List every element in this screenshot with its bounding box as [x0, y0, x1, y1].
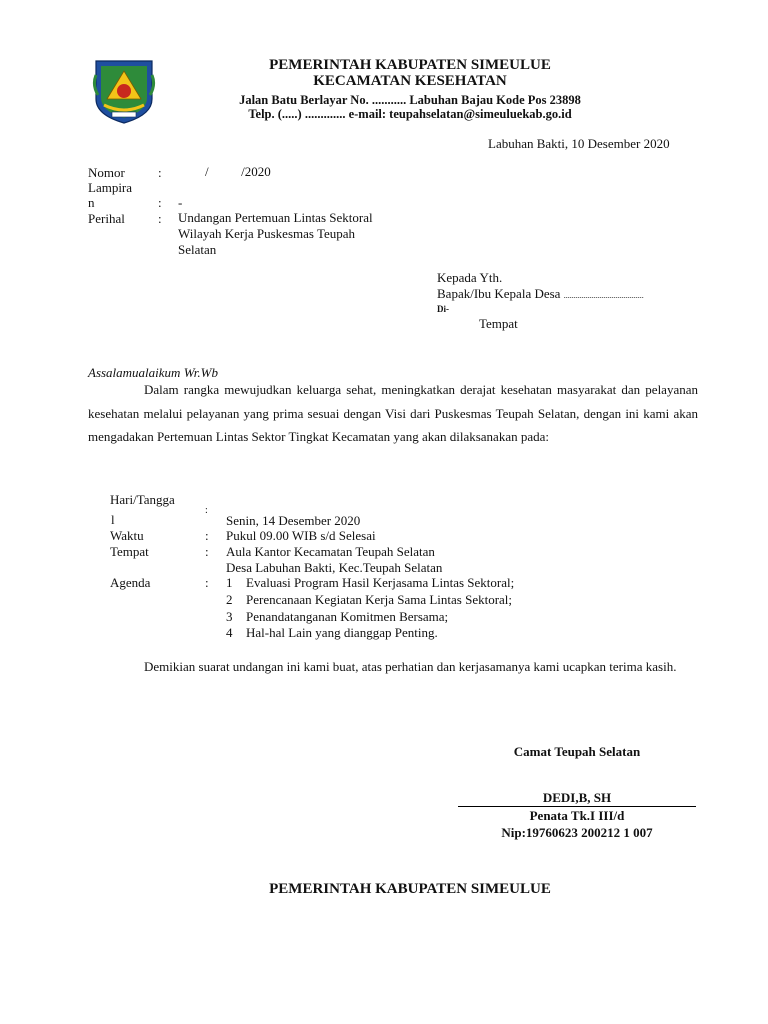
recipient-line3: Di-	[437, 304, 449, 314]
agenda-item: Penandatanganan Komitmen Bersama;	[246, 609, 449, 624]
nomor-label: Nomor	[88, 165, 125, 180]
waktu-colon: :	[205, 528, 209, 543]
hari-colon: :	[205, 505, 208, 516]
agenda-number: 1	[226, 575, 233, 590]
agenda-item: Perencanaan Kegiatan Kerja Sama Lintas Sektoral;	[246, 592, 513, 607]
lampiran-label-2: n	[88, 195, 95, 210]
closing-paragraph: Demikian suarat undangan ini kami buat, atas perhatian dan kerjasamanya kami ucapkan terima kasih.	[144, 659, 677, 674]
hari-value: Senin, 14 Desember 2020	[226, 513, 361, 528]
signature-underline	[458, 806, 696, 807]
perihal-line3: Selatan	[178, 242, 217, 257]
waktu-label: Waktu	[110, 528, 144, 543]
place-date: Labuhan Bakti, 10 Desember 2020	[488, 136, 670, 151]
recipient-line1: Kepada Yth.	[437, 270, 503, 285]
letterhead-line1: PEMERINTAH KABUPATEN SIMEULUE	[269, 57, 551, 73]
recipient-line2	[437, 286, 644, 302]
signatory-name: DEDI,B, SH	[542, 790, 612, 805]
nomor-value: / /2020	[205, 164, 271, 179]
perihal-line2: Wilayah Kerja Puskesmas Teupah	[178, 226, 356, 241]
waktu-value: Pukul 09.00 WIB s/d Selesai	[226, 528, 376, 543]
agenda-number: 4	[226, 625, 233, 640]
letterhead-line2: KECAMATAN KESEHATAN	[313, 73, 507, 89]
agenda-colon: :	[205, 575, 209, 590]
letterhead-contact: Telp. (.....) ............. e-mail: teupahselatan@simeuluekab.go.id	[248, 107, 572, 121]
letterhead-address: Jalan Batu Berlayar No. ........... Labuhan Bajau Kode Pos 23898	[239, 93, 581, 107]
agenda-item: Evaluasi Program Hasil Kerjasama Lintas Sektoral;	[246, 575, 515, 590]
perihal-colon: :	[158, 211, 162, 226]
recipient-line4: Tempat	[479, 316, 518, 331]
regency-emblem-logo	[92, 55, 156, 125]
perihal-label: Perihal	[88, 211, 125, 226]
body-paragraph: Dalam rangka mewujudkan keluarga sehat, meningkatkan derajat kesehatan masyarakat dan pelayanan kesehatan melalui pelayanan yang prima sesuai dengan Visi dari Puskesmas Teupah Selatan, dengan ini kami akan mengadakan Pertemuan Lintas Sektor Tingkat Kecamatan yang akan dilaksanakan pada:	[88, 382, 698, 444]
recipient-title: Bapak/Ibu Kepala Desa	[437, 286, 561, 301]
tempat-colon: :	[205, 544, 209, 559]
recipient-dots: ........................................	[563, 291, 644, 300]
tempat-value-2: Desa Labuhan Bakti, Kec.Teupah Selatan	[226, 560, 443, 575]
hari-label-1: Hari/Tangga	[110, 492, 175, 507]
lampiran-value: -	[178, 195, 183, 210]
agenda-number: 2	[226, 592, 233, 607]
signatory-title: Camat Teupah Selatan	[513, 744, 641, 759]
hari-label-2: l	[111, 512, 115, 527]
agenda-label: Agenda	[110, 575, 151, 590]
tempat-label: Tempat	[110, 544, 149, 559]
greeting: Assalamualaikum Wr.Wb	[88, 365, 218, 380]
signatory-nip: Nip:19760623 200212 1 007	[501, 825, 653, 840]
agenda-item: Hal-hal Lain yang dianggap Penting.	[246, 625, 438, 640]
lampiran-colon: :	[158, 195, 162, 210]
nomor-colon: :	[158, 165, 162, 180]
tempat-value-1: Aula Kantor Kecamatan Teupah Selatan	[226, 544, 435, 559]
lampiran-label-1: Lampira	[88, 180, 133, 195]
perihal-line1: Undangan Pertemuan Lintas Sektoral	[178, 210, 373, 225]
agenda-number: 3	[226, 609, 233, 624]
signatory-rank: Penata Tk.I III/d	[529, 808, 625, 823]
footer-heading: PEMERINTAH KABUPATEN SIMEULUE	[269, 881, 551, 897]
